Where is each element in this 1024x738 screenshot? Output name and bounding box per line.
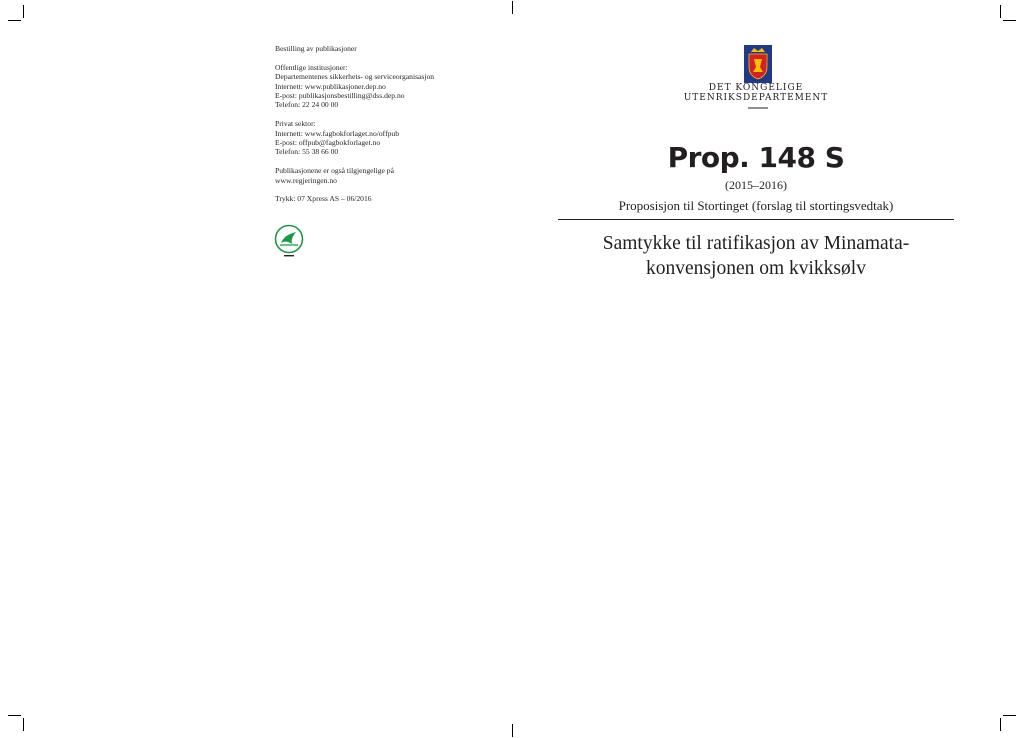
public-phone: Telefon: 22 24 00 00 [275,100,339,110]
proposition-number: Prop. 148 S [667,141,845,174]
private-phone: Telefon: 55 38 66 00 [275,147,339,157]
ministry-name-line-1: DET KONGELIGE [708,83,804,93]
private-sector-label: Privat sektor: [275,119,316,129]
crop-mark [8,20,21,21]
document-title-line-1: Samtykke til ratifikasjon av Minamata- [602,233,910,254]
crop-mark [1003,20,1016,21]
title-divider [558,219,954,220]
public-email: E-post: publikasjonsbestilling@dss.dep.no [275,91,405,101]
crop-mark [1000,718,1001,731]
session-years: (2015–2016) [725,178,787,192]
availability-block [275,166,515,185]
proposition-type: Proposisjon til Stortinget (forslag til stortingsvedtak) [618,198,894,213]
crop-mark [512,1,513,14]
public-ordering-block [275,63,515,110]
crop-mark [512,724,513,737]
crop-mark [23,5,24,18]
ministry-name-line-2: UTENRIKSDEPARTEMENT [683,93,829,103]
crop-mark [1000,5,1001,18]
availability-text: Publikasjonene er også tilgjengelige på [275,166,394,176]
public-sector-label: Offentlige institusjoner: [275,62,348,72]
crop-mark [23,718,24,731]
nordic-swan-ecolabel-icon [274,224,304,260]
private-ordering-block [275,119,515,157]
document-title-line-2: konvensjonen om kvikksølv [646,258,866,279]
crop-mark [1003,715,1016,716]
print-info: Trykk: 07 Xpress AS – 06/2016 [275,194,372,204]
back-page-info [275,44,515,213]
private-internet: Internett: www.fagbokforlaget.no/offpub [275,128,399,138]
ordering-heading: Bestilling av publikasjoner [275,44,357,53]
private-email: E-post: offpub@fagbokforlaget.no [275,138,381,148]
public-org-name: Departementenes sikkerhets- og serviceorganisasjon [275,72,435,82]
public-internet: Internett: www.publikasjoner.dep.no [275,81,386,91]
availability-url: www.regjeringen.no [275,175,337,185]
document-title [558,231,954,281]
crop-mark [8,715,21,716]
